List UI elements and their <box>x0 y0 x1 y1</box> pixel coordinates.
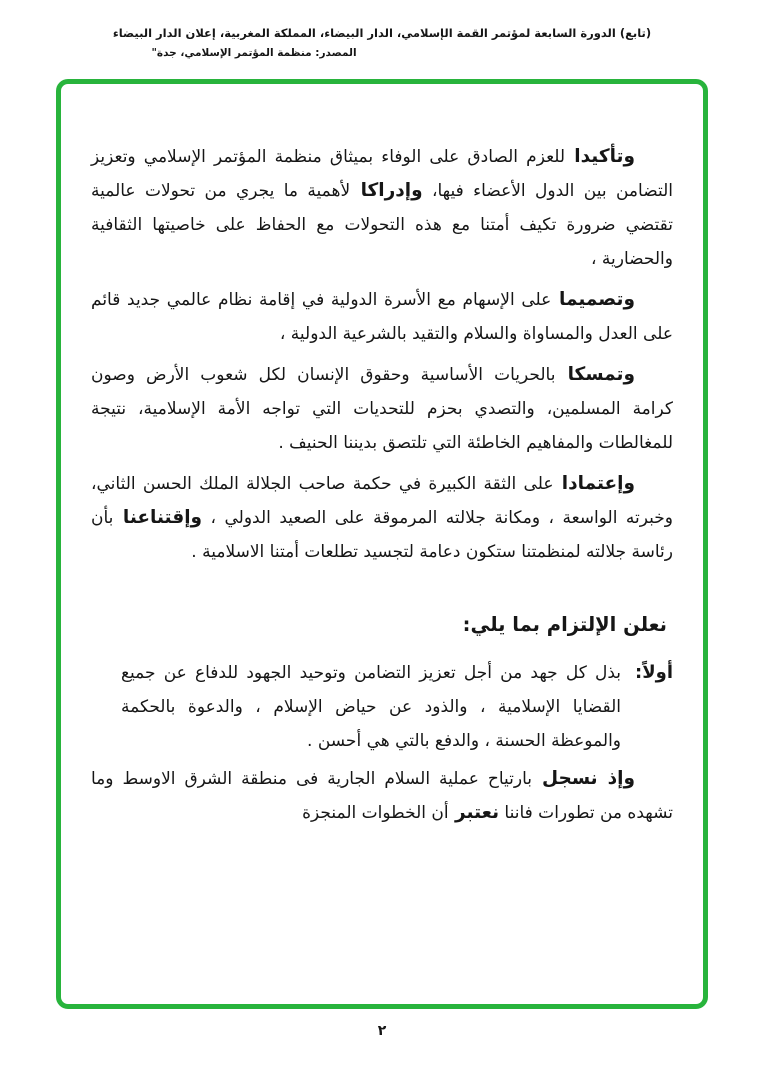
paragraph-run: لأهمية ما يجري من تحولات عالمية تقتضي ضرورة تكيف أمتنا مع هذه التحولات مع الحفاظ على خاصيتها الثقافية والحضارية ، <box>91 181 673 269</box>
paragraph-run: للعزم الصادق على الوفاء بميثاق منظمة المؤتمر الإسلامي وتعزيز التضامن بين الدول الأعضاء فيها، <box>91 147 673 201</box>
paragraph-adherence <box>91 358 673 460</box>
paragraph-lead-word: وإذ نسجل <box>532 768 635 789</box>
paragraph-run: بأن رئاسة جلالته لمنظمتنا ستكون دعامة لتجسيد تطلعات أمتنا الاسلامية . <box>91 508 673 562</box>
paragraph-lead-word: وتمسكا <box>555 364 635 385</box>
list-item-first <box>91 656 673 758</box>
paragraph-run: أن الخطوات المنجزة <box>302 803 449 823</box>
page-footer <box>0 1023 764 1039</box>
page-number: ٢ <box>377 1023 387 1039</box>
declaration-heading: نعلن الإلتزام بما يلي: <box>462 613 667 636</box>
header-source-line: (تابع) الدورة السابعة لمؤتمر القمة الإسلامي، الدار البيضاء، المملكة المغربية، إعلان الدار البيضاء <box>112 26 652 40</box>
document-header <box>0 0 764 59</box>
paragraph-determination <box>91 283 673 351</box>
paragraph-run: بارتياح عملية السلام الجارية فى منطقة الشرق الاوسط وما تشهده من تطورات فاننا <box>91 769 673 823</box>
paragraph-lead-word: وإقتناعنا <box>113 507 203 528</box>
paragraph-lead-word: وإعتمادا <box>553 473 636 494</box>
paragraph-run: على الثقة الكبيرة في حكمة صاحب الجلالة الملك الحسن الثاني، وخبرته الواسعة ، ومكانة جلالته المرموقة على الصعيد الدولي ، <box>91 474 673 528</box>
content-border-box <box>56 79 708 1009</box>
header-publisher-line: المصدر: منظمة المؤتمر الإسلامي، جدة" <box>151 47 357 59</box>
paragraph-affirmation <box>91 140 673 276</box>
paragraph-lead-word: وإدراكا <box>350 180 423 201</box>
list-item-text: بذل كل جهد من أجل تعزيز التضامن وتوحيد الجهود للدفاع عن جميع القضايا الإسلامية ، والذود عن حياض الإسلام ، والدعوة بالحكمة والموعظة الحسنة ، والدفع بالتي هي أحسن . <box>121 663 622 751</box>
paragraph-run: على الإسهام مع الأسرة الدولية في إقامة نظام عالمي جديد قائم على العدل والمساواة والسلام والتقيد بالشرعية الدولية ، <box>91 290 673 344</box>
list-item-label: أولاً: <box>635 662 673 683</box>
paragraph-run: بالحريات الأساسية وحقوق الإنسان لكل شعوب الأرض وصون كرامة المسلمين، والتصدي بحزم للتحديات التي تواجه الأمة الإسلامية، نتيجة للمغالطات والمفاهيم الخاطئة التي تلتصق بديننا الحنيف . <box>91 365 673 453</box>
paragraph-lead-word: نعتبر <box>448 802 500 823</box>
paragraph-confidence <box>91 467 673 569</box>
paragraph-lead-word: وتأكيدا <box>565 146 636 167</box>
paragraph-closing <box>91 762 673 830</box>
paragraph-lead-word: وتصميما <box>551 289 635 310</box>
